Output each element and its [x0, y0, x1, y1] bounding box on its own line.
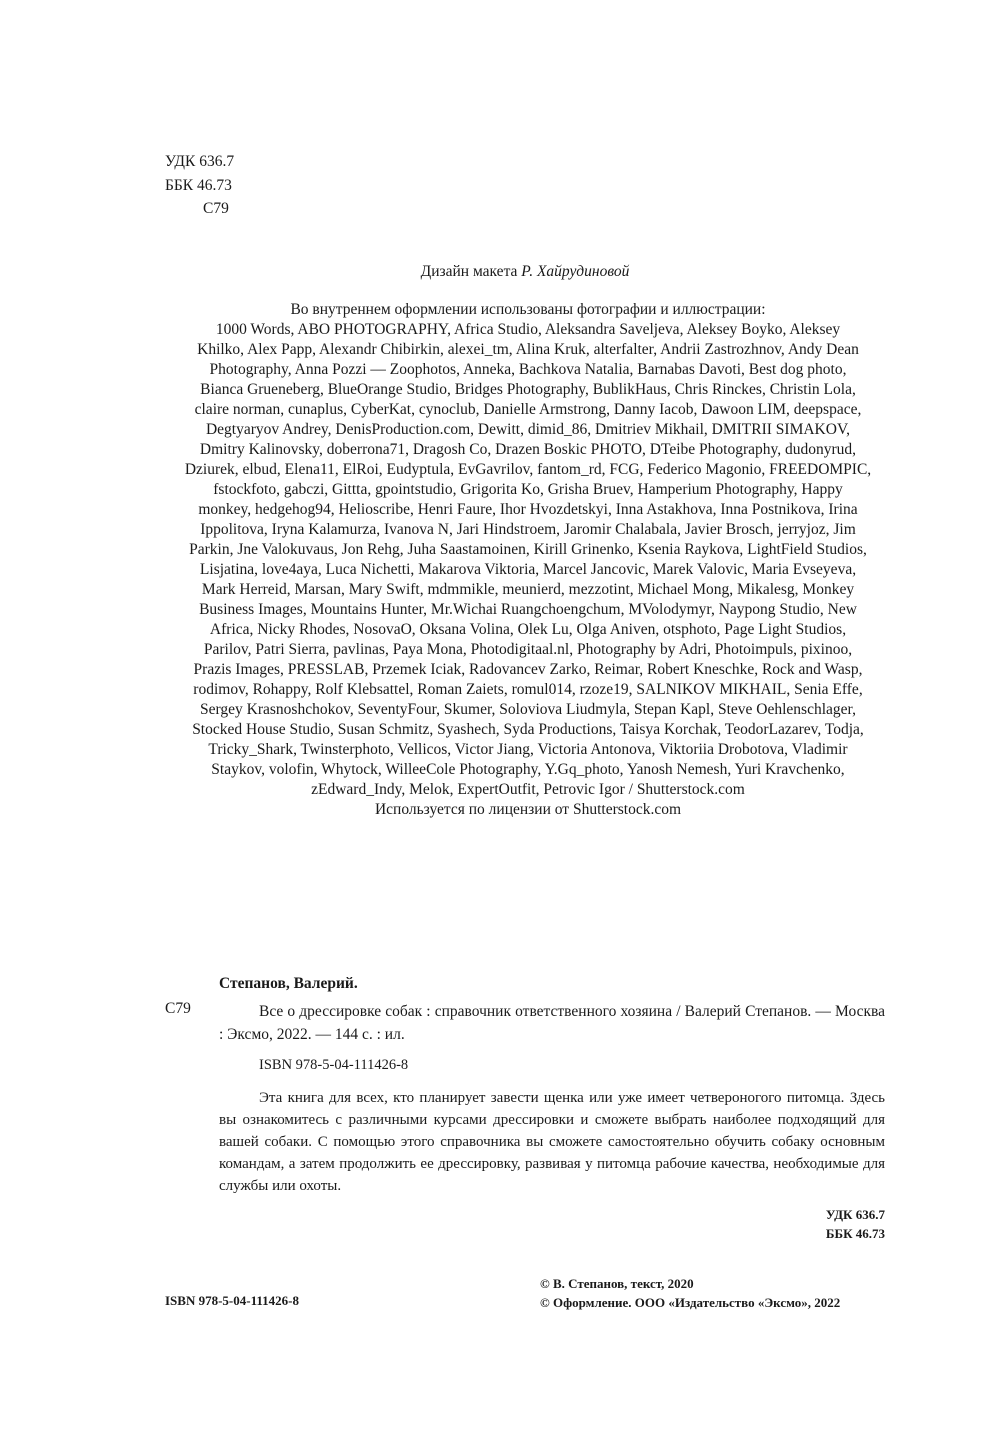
credits-line: Bianca Grueneberg, BlueOrange Studio, Bridges Photography, BublikHaus, Chris Rinckes, Christin Lola, [200, 381, 856, 398]
footer-isbn: ISBN 978-5-04-111426-8 [165, 1293, 299, 1308]
credits-line: fstockfoto, gabczi, Gittta, gpointstudio, Grigorita Ko, Grisha Bruev, Hamperium Photography, Happy [213, 481, 843, 498]
designer-name: Р. Хайрудиновой [521, 263, 630, 280]
credits-line: Parkin, Jne Valokuvaus, Jon Rehg, Juha Saastamoinen, Kirill Grinenko, Ksenia Raykova, LightField Studios, [189, 541, 867, 558]
design-label: Дизайн макета [420, 263, 522, 280]
annotation: Эта книга для всех, кто планирует завести щенка или уже имеет четвероногого питомца. Здесь вы ознакомитесь с различными курсами дрессировки и сможете выбрать наиболее подходящий для вашей собаки. С помощью этого справочника вы сможете самостоятельно обучить собаку основным командам, а затем продолжить ее дрессировку, развивая у питомца рабочие качества, необходимые для службы или охоты. [219, 1090, 885, 1194]
credits-heading: Во внутреннем оформлении использованы фотографии и иллюстрации: [290, 301, 766, 318]
credits-line: 1000 Words, ABO PHOTOGRAPHY, Africa Studio, Aleksandra Saveljeva, Aleksey Boyko, Aleksey [215, 321, 841, 338]
bbk-code: ББК 46.73 [825, 1226, 885, 1241]
credits-line: Staykov, volofin, Whytock, WilleeCole Photography, Y.Gq_photo, Yanosh Nemesh, Yuri Kravchenko, [211, 761, 845, 778]
credits-line: Khilko, Alex Papp, Alexandr Chibirkin, alexei_tm, Alina Kruk, alterfalter, Andrii Zastrozhnov, Andy Dean [197, 341, 859, 358]
classification-block-top [165, 150, 234, 221]
author-mark: С79 [203, 200, 229, 217]
credits-line: zEdward_Indy, Melok, ExpertOutfit, Petrovic Igor / Shutterstock.com [311, 781, 745, 798]
credits-line: Tricky_Shark, Twinsterphoto, Vellicos, Victor Jiang, Victoria Antonova, Viktoriia Drobotova, Vladimir [208, 741, 848, 758]
bbk-code: ББК 46.73 [165, 176, 232, 194]
udk-code: УДК 636.7 [165, 153, 235, 170]
credits-line: Photography, Anna Pozzi — Zoophotos, Anneka, Bachkova Natalia, Barnabas Davoti, Best dog photo, [209, 361, 847, 378]
credits-line: monkey, hedgehog94, Helioscribe, Henri Faure, Ihor Hvozdetskyi, Inna Astakhova, Inna Postnikova, Irina [198, 501, 858, 518]
classification-block-bottom [826, 1205, 885, 1243]
copyright-text: © В. Степанов, текст, 2020 [540, 1276, 694, 1291]
bibliographic-description: Все о дрессировке собак : справочник ответственного хозяина / Валерий Степанов. — Москва : Эксмо, 2022. — 144 с. : ил. [219, 1003, 885, 1043]
credits-line: Mark Herreid, Marsan, Mary Swift, mdmmikle, meunierd, mezzotint, Michael Mong, Mikalesg, Monkey [201, 581, 855, 598]
credits-line: Ippolitova, Iryna Kalamurza, Ivanova N, Jari Hindstroem, Jaromir Chalabala, Javier Brosch, jerryjoz, Jim [200, 521, 856, 538]
credits-line: Business Images, Mountains Hunter, Mr.Wichai Ruangchoengchum, MVolodymyr, Naypong Studio, New [199, 601, 857, 618]
photo-credits [165, 300, 891, 820]
credits-line: Parilov, Patri Sierra, pavlinas, Paya Mona, Photodigitaal.nl, Photography by Adri, Photoimpuls, pixinoo, [203, 641, 853, 658]
license-note: Используется по лицензии от Shutterstock.com [374, 801, 682, 818]
credits-line: Stocked House Studio, Susan Schmitz, Syashech, Syda Productions, Taisya Korchak, TeodorLazarev, Todja, [192, 721, 864, 738]
credits-line: claire norman, cunaplus, CyberKat, cynoclub, Danielle Armstrong, Danny Iacob, Dawoon LIM, deepspace, [194, 401, 862, 418]
udk-code: УДК 636.7 [825, 1207, 885, 1222]
catalog-author: Степанов, Валерий. [219, 975, 358, 992]
catalog-author-mark: С79 [165, 1000, 191, 1017]
credits-line: Africa, Nicky Rhodes, NosovaO, Oksana Volina, Olek Lu, Olga Aniven, otsphoto, Page Light Studios, [209, 621, 847, 638]
copyright-block [540, 1274, 840, 1312]
credits-line: Dmitry Kalinovsky, doberrona71, Dragosh Co, Drazen Boskic PHOTO, DTeibe Photography, dudonyrud, [199, 441, 857, 458]
credits-line: rodimov, Rohappy, Rolf Klebsattel, Roman Zaiets, romul014, rzoze19, SALNIKOV MIKHAIL, Senia Effe, [193, 681, 863, 698]
layout-design-credit [165, 263, 885, 281]
credits-line: Prazis Images, PRESSLAB, Przemek Iciak, Radovancev Zarko, Reimar, Robert Kneschke, Rock and Wasp, [193, 661, 863, 678]
credits-line: Sergey Krasnoshchokov, SeventyFour, Skumer, Soloviova Liudmyla, Stepan Kapl, Steve Oehlenschlager, [200, 701, 856, 718]
copyright-design: © Оформление. ООО «Издательство «Эксмо», 2022 [540, 1295, 841, 1310]
credits-line: Lisjatina, love4aya, Luca Nichetti, Makarova Viktoria, Marcel Jancovic, Marek Valovic, Maria Evseyeva, [199, 561, 857, 578]
credits-line: Degtyaryov Andrey, DenisProduction.com, Dewitt, dimid_86, Dmitriev Mikhail, DMITRII SIMAKOV, [205, 421, 851, 438]
catalog-isbn: ISBN 978-5-04-111426-8 [259, 1057, 409, 1073]
credits-line: Dziurek, elbud, Elena11, ElRoi, Eudyptula, EvGavrilov, fantom_rd, FCG, Federico Magonio, FREEDOMPIC, [184, 461, 872, 478]
